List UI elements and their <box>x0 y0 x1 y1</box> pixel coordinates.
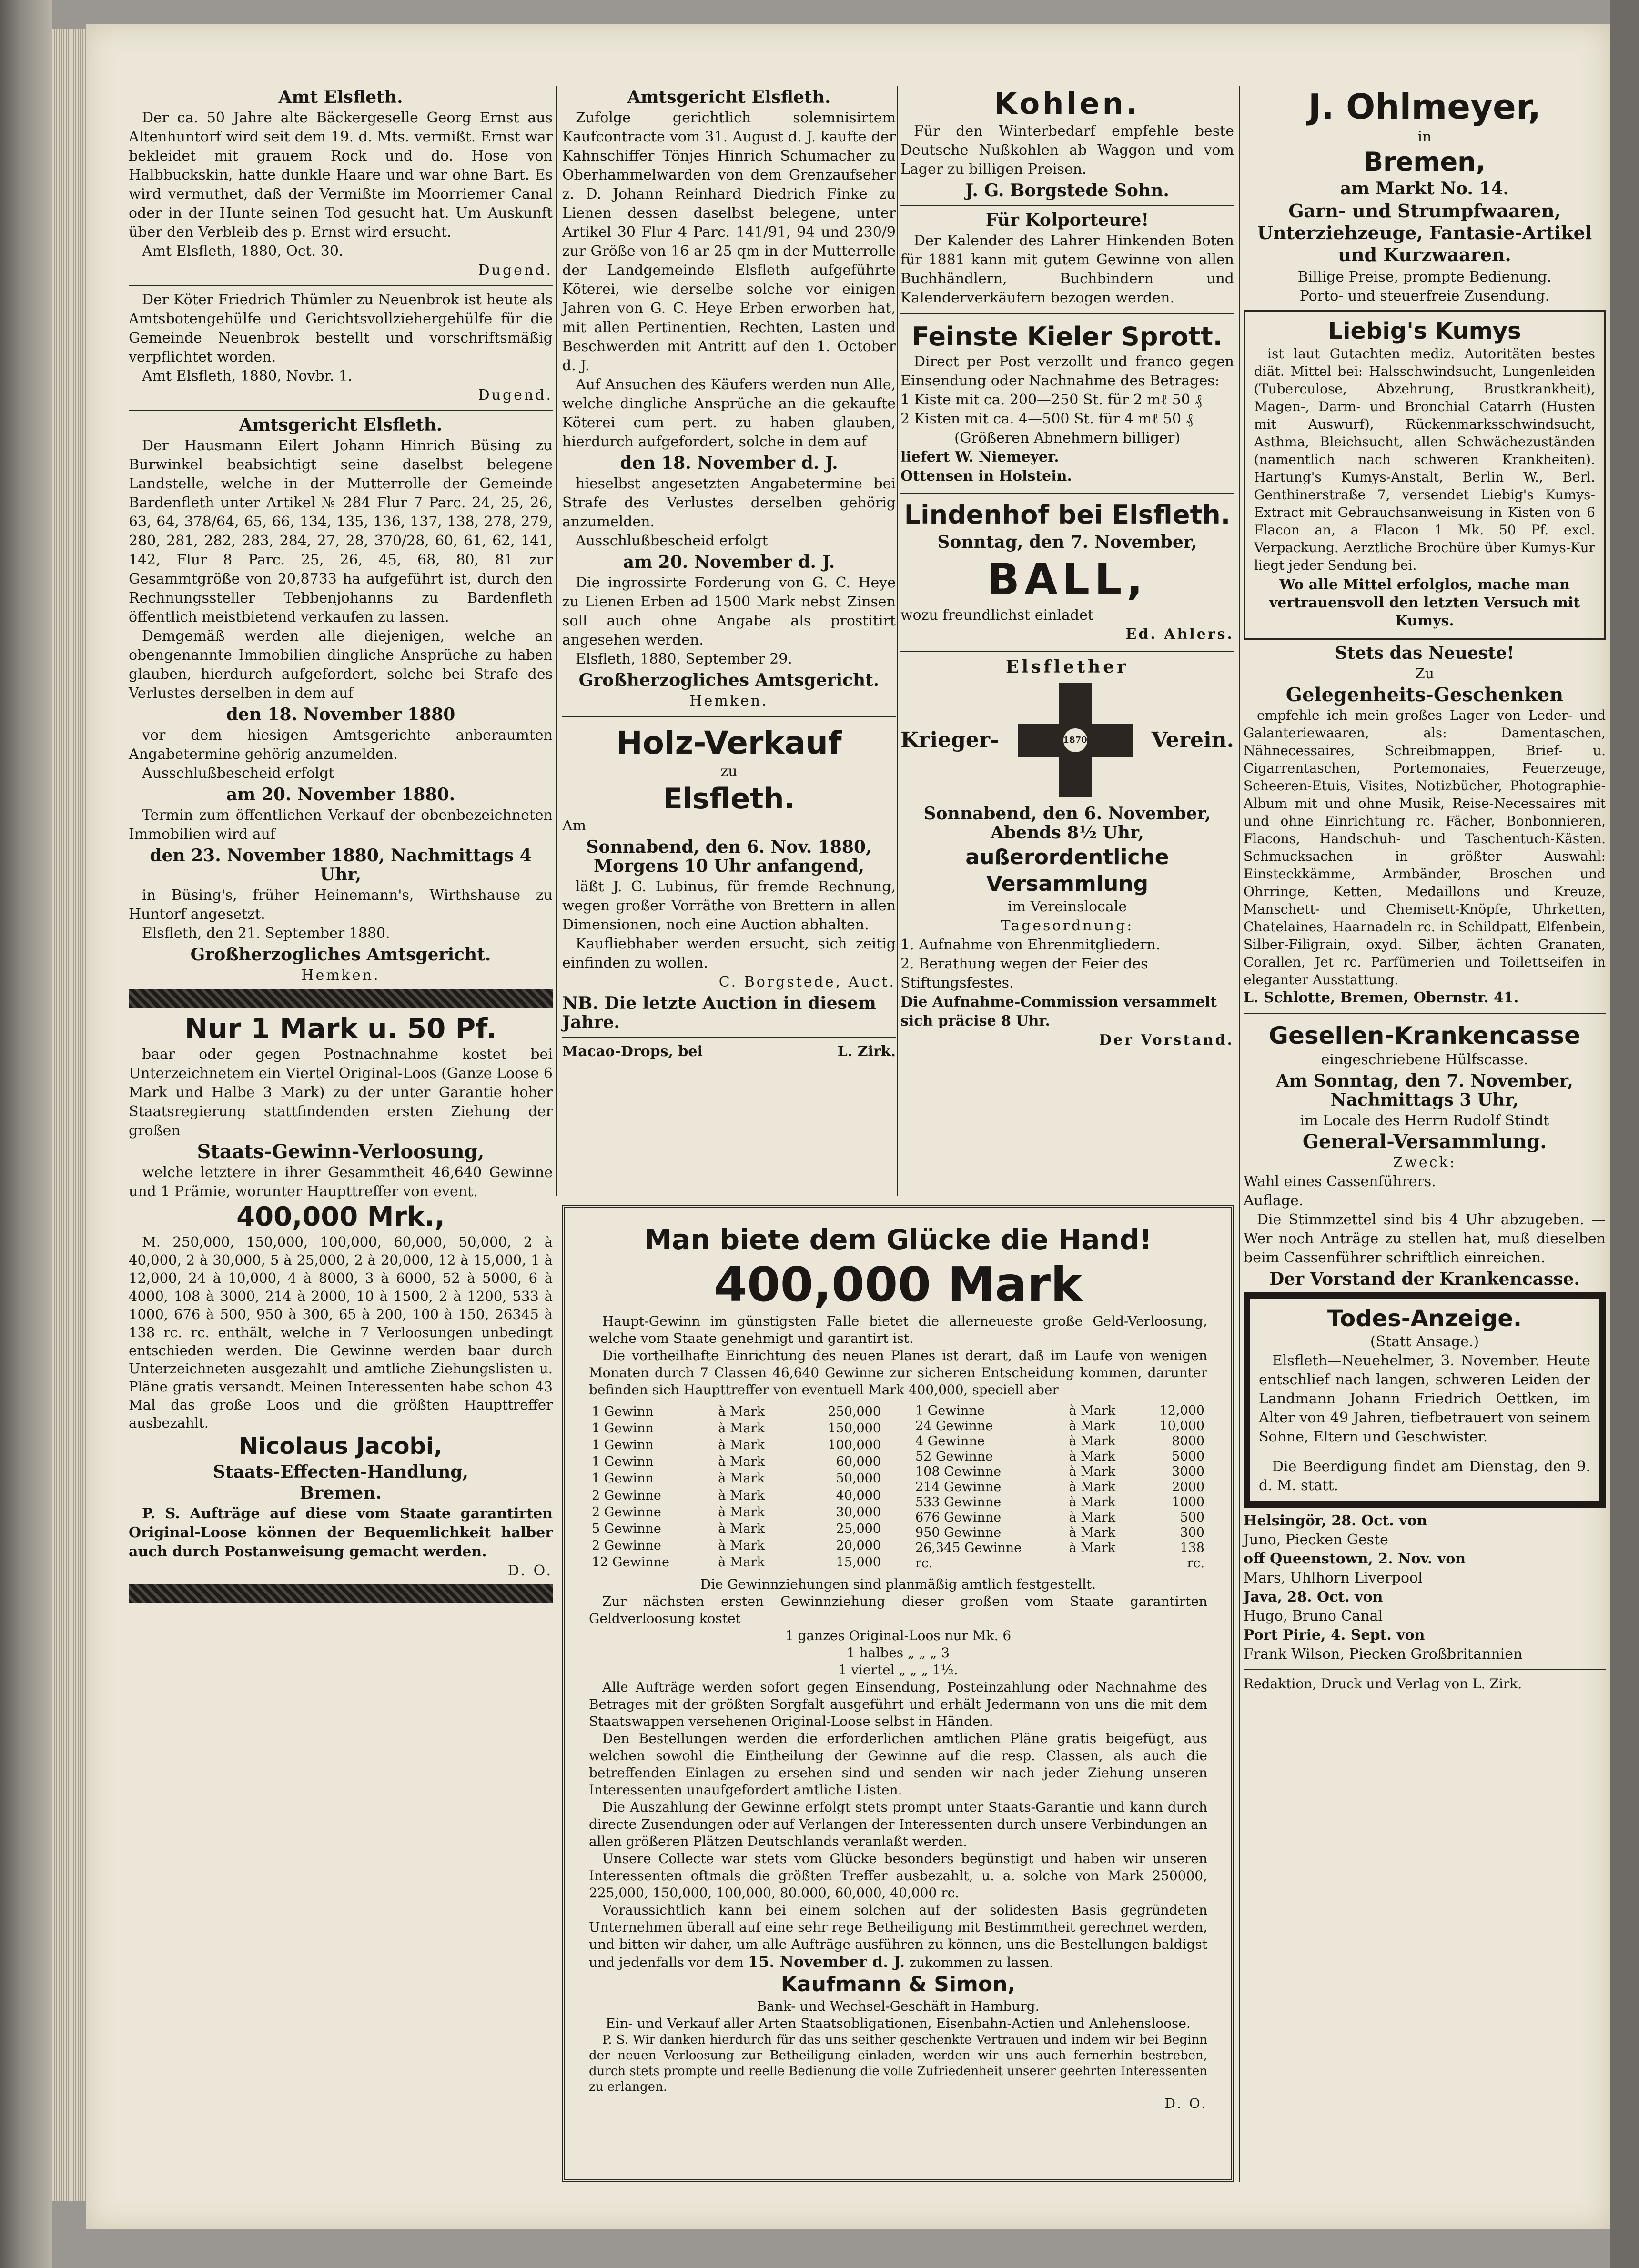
sick-fund-zweck: Zweck: <box>1393 1154 1457 1171</box>
notice-text: Zufolge gerichtlich solemnisirtem Kaufcontracte vom 31. August d. J. kaufte der Kahnschiffer Tönjes Hinrich Schumacher zu Oberhammelwarden von dem Grenzaufseher z. D. Johann Reinhard Diedrich Finke zu Lienen dessen daselbst belegene, unter Artikel 30 Flur 4 Parc. 141/91, 94 und 230/9 zur Größe von 16 ar 25 qm in der Mutterrolle der Landgemeinde Elsfleth aufgeführte Köterei, wie derselbe solche vor einigen Jahren von G. C. Heye Erben erworben hat, mit allen Pertinentien, Rechten, Lasten und Beschwerden mit Antritt auf den 1. October d. J. <box>562 110 896 374</box>
imprint: Redaktion, Druck und Verlag von L. Zirk. <box>1244 1676 1522 1692</box>
prize-cell: à Mark <box>1069 1541 1116 1555</box>
death-notice-text: Elsfleth—Neuehelmer, 3. November. Heute entschlief nach langen, schweren Leiden der Landmann Johann Friedrich Oettken, im Alter von 49 Jahren, tiefbetrauert von seinem Sohne, Eltern und Geschwister. <box>1259 1352 1590 1445</box>
sprott-ad-price: 2 Kisten mit ca. 4—500 St. für 4 mℓ 50 ₰ <box>900 411 1193 427</box>
lottery-ad-agent: Nicolaus Jacobi, <box>239 1433 443 1460</box>
divider <box>562 1037 896 1038</box>
ohlmeyer-ad-text: Porto- und steuerfreie Zusendung. <box>1299 288 1550 304</box>
lottery-box-postscript-sig: D. O. <box>1164 2096 1207 2111</box>
prize-cell: à Mark <box>718 1538 765 1553</box>
prize-cell: 15,000 <box>836 1555 881 1570</box>
prize-row <box>589 1504 884 1521</box>
notice-title: Amtsgericht Elsfleth. <box>627 87 831 107</box>
prize-cell: à Mark <box>718 1471 765 1486</box>
ball-ad-date: Sonntag, den 7. November, <box>937 532 1197 552</box>
sprott-ad-signature: liefert W. Niemeyer. <box>900 449 1059 465</box>
notice-date: Amt Elsfleth, 1880, Oct. 30. <box>142 243 344 260</box>
lottery-ad-text: welche letztere in ihrer Gesammtheit 46,640 Gewinne und 1 Prämie, worunter Haupttreffer von event. <box>129 1164 553 1200</box>
prize-tables <box>589 1403 1207 1571</box>
prize-row <box>912 1480 1207 1495</box>
prize-cell: à Mark <box>718 1488 765 1503</box>
prize-cell: 60,000 <box>836 1454 881 1470</box>
lottery-box-text <box>589 1902 1207 1971</box>
lottery-box-amount: 400,000 Mark <box>714 1257 1083 1312</box>
prize-cell: 30,000 <box>836 1504 881 1520</box>
prize-cell: 1 Gewinne <box>915 1403 985 1418</box>
prize-cell: à Mark <box>718 1454 765 1470</box>
prize-cell: 676 Gewinne <box>915 1510 1002 1525</box>
death-notice-title: Todes-Anzeige. <box>1327 1305 1522 1332</box>
prize-cell: à Mark <box>718 1555 765 1570</box>
kumys-ad <box>1244 310 1606 640</box>
sprott-ad-price: 1 Kiste mit ca. 200—250 St. für 2 mℓ 50 ₰ <box>900 392 1202 408</box>
gifts-ad-signature: L. Schlotte, Bremen, Obernstr. 41. <box>1244 989 1519 1006</box>
prize-cell: 26,345 Gewinne <box>915 1541 1022 1555</box>
court-name: Großherzogliches Amtsgericht. <box>190 945 491 965</box>
shipping-line: Port Pirie, 4. Sept. von <box>1244 1627 1425 1643</box>
ohlmeyer-ad-in: in <box>1417 129 1432 145</box>
lottery-box-firm-sub: Bank- und Wechsel-Geschäft in Hamburg. <box>757 1998 1040 2014</box>
lottery-ad-city: Bremen. <box>299 1483 382 1503</box>
death-notice <box>1244 1292 1606 1508</box>
notice-signature: Hemken. <box>301 967 380 984</box>
prize-cell: à Mark <box>1069 1449 1116 1464</box>
prize-cell: 1 Gewinn <box>592 1421 654 1436</box>
sick-fund-text: Die Stimmzettel sind bis 4 Uhr abzugeben. — Wer noch Anträge zu stellen hat, muß dieselben beim Cassenführer schriftlich einreichen. <box>1244 1211 1606 1266</box>
prize-cell: à Mark <box>1069 1403 1116 1418</box>
lottery-box-firm: Kaufmann & Simon, <box>780 1972 1016 1996</box>
prize-cell: 300 <box>1180 1525 1204 1540</box>
ball-ad-title: Lindenhof bei Elsfleth. <box>904 500 1231 530</box>
lottery-box-postscript: P. S. Wir danken hierdurch für das uns seither geschenkte Vertrauen und indem wir bei Beginn der neuen Verloosung zur Betheiligung einladen, werden wir uns auch fernerhin bestreben, durch stets prompte und reelle Bedienung die volle Zufriedenheit unserer geehrten Interessenten zu erlangen. <box>589 2033 1207 2094</box>
notice-signature: Hemken. <box>689 693 769 709</box>
notice-text: Der Köter Friedrich Thümler zu Neuenbrok ist heute als Amtsbotengehülfe und Gerichtsvollziehergehülfe für die Gemeinde Neuenbrok bestellt und vorschriftsmäßig verpflichtet worden. <box>129 292 553 365</box>
prize-cell: à Mark <box>718 1404 765 1419</box>
notice-text: in Büsing's, früher Heinemann's, Wirthshause zu Huntorf angesetzt. <box>129 887 553 923</box>
ohlmeyer-ad-text: Billige Preise, prompte Bedienung. <box>1297 269 1552 285</box>
column-3 <box>900 86 1234 1050</box>
prize-cell: 20,000 <box>836 1538 881 1553</box>
kumys-ad-title: Liebig's Kumys <box>1328 318 1521 344</box>
sick-fund-item: Wahl eines Cassenführers. <box>1244 1173 1436 1190</box>
sick-fund-sub: eingeschriebene Hülfscasse. <box>1321 1051 1528 1068</box>
column-1 <box>129 86 553 1607</box>
lottery-box-text: Die Auszahlung der Gewinne erfolgt stets prompt unter Staats-Garantie und kann durch directe Zusendungen oder auf Verlangen der Interessenten durch unsere Verbindungen an allen größeren Plätzen Deutschlands veranlaßt werden. <box>589 1799 1207 1849</box>
calendar-ad-title: Für Kolporteure! <box>985 210 1149 230</box>
prize-cell: 1 Gewinn <box>592 1454 654 1470</box>
prize-cell: à Mark <box>1069 1464 1116 1479</box>
coal-ad-signature: J. G. Borgstede Sohn. <box>965 181 1169 201</box>
prize-cell: 214 Gewinne <box>915 1480 1002 1494</box>
prize-cell <box>1066 1556 1137 1571</box>
ball-ad-signature: Ed. Ahlers. <box>1125 626 1234 643</box>
prize-row <box>589 1554 884 1571</box>
notice-date: Elsfleth, 1880, September 29. <box>576 651 792 667</box>
notice-signature: Dugend. <box>478 262 553 279</box>
macao-drops-sig: L. Zirk. <box>837 1043 896 1060</box>
prize-cell: rc. <box>1187 1556 1204 1571</box>
prize-cell: à Mark <box>718 1521 765 1536</box>
lottery-ad-firm: Staats-Effecten-Handlung, <box>213 1462 468 1482</box>
prize-cell: 1000 <box>1172 1495 1204 1510</box>
notice-text: Der Hausmann Eilert Johann Hinrich Büsing zu Burwinkel beabsichtigt seine daselbst belegene Landstelle, welche in der Mutterrolle der Gemeinde Bardenfleth unter Artikel № 284 Flur 7 Parc. 24, 25, 26, 63, 64, 378/64, 65, 66, 134, 135, 136, 137, 138, 278, 279, 280, 281, 282, 283, 284, 27, 28, 370/28, 60, 61, 62, 141, 142, Flur 8 Parc. 25, 26, 45, 68, 80, 81 zur Gesammtgröße von 20,8733 ha aufgeführt ist, durch den Rechnungssteller Tebbenjohanns zu Bardenfleth öffentlich meistbietend verkaufen zu lassen. <box>129 437 553 625</box>
prize-row <box>589 1437 884 1453</box>
lottery-box-text: Alle Aufträge werden sofort gegen Einsendung, Posteinzahlung oder Nachnahme des Betrages mit der größten Sorgfalt ausgeführt und erhält Jedermann von uns die mit dem Staatswappen versehenen Original-Loose selbst in Händen. <box>589 1679 1207 1729</box>
gifts-ad-text: empfehle ich mein großes Lager von Leder- und Galanteriewaaren, als: Damentaschen, Nähnecessaires, Schreibmappen, Brief- u. Cigarrentaschen, Portemonaies, Feuerzeuge, Scheeren-Etuis, Visites, Notizbücher, Photographie-Album mit und ohne Musik, Reise-Necessaires mit und ohne Einrichtung rc. Fächer, Bonbonnieren, Flacons, Handschuh- und Taschentuch-Kästen. Schmucksachen in größter Auswahl: Einsteckkämme, Armbänder, Broschen und Ohrringe, Ketten, Medaillons und Kreuze, Manschett- und Chemisett-Knöpfe, Uhrketten, Chatelaines, Haarnadeln rc. in Schildpatt, Elfenbein, Silber-Filigrain, oxyd. Silber, ächten Granaten, Corallen, Jet rc. Parfümerien und Toilettseifen in eleganter Ausstattung. <box>1244 707 1606 988</box>
sprott-ad-note: (Größeren Abnehmern billiger) <box>954 430 1181 446</box>
prize-row <box>912 1434 1207 1449</box>
prize-cell: 500 <box>1180 1510 1204 1525</box>
lottery-ad-text: baar oder gegen Postnachnahme kostet bei Unterzeichnetem ein Viertel Original-Loos (Ganze Loose 6 Mark und Halbe 3 Mark) zu der unter Garantie hoher Staatsregierung stattfindenden ersten Ziehung der großen <box>129 1046 553 1139</box>
veterans-ad-right: Verein. <box>1151 728 1234 752</box>
notice-text: Auf Ansuchen des Käufers werden nun Alle, welche dingliche Ansprüche an die gekaufte Köterei cum pert. zu haben glauben, hierdurch aufgefordert, solche in dem auf <box>562 376 896 450</box>
lottery-box-price: 1 halbes „ „ „ 3 <box>846 1645 950 1661</box>
auction-ad-zu: zu <box>720 763 738 780</box>
notice-text: vor dem hiesigen Amtsgerichte anberaumten Angabetermine gehörig anzumelden. <box>129 727 553 763</box>
notice-date: Amt Elsfleth, 1880, Novbr. 1. <box>142 368 353 384</box>
divider <box>129 410 553 411</box>
coal-ad-text: Für den Winterbedarf empfehle beste Deutsche Nußkohlen ab Waggon und vom Lager zu billigen Preisen. <box>900 123 1234 178</box>
gifts-ad-title: Stets das Neueste! <box>1335 643 1515 663</box>
notice-date-emphasis: den 18. November d. J. <box>620 453 838 473</box>
lottery-ad-headline: Nur 1 Mark u. 50 Pf. <box>184 1012 497 1045</box>
prize-cell: 4 Gewinne <box>915 1434 985 1449</box>
prize-cell: 108 Gewinne <box>915 1464 1002 1479</box>
notice-title: Amt Elsfleth. <box>278 87 403 107</box>
prize-cell: à Mark <box>718 1421 765 1436</box>
ohlmeyer-ad-address: am Markt No. 14. <box>1340 179 1509 199</box>
veterans-ad-signature: Der Vorstand. <box>1099 1032 1234 1048</box>
prize-cell: à Mark <box>1069 1434 1116 1449</box>
veterans-ad-meeting: außerordentliche Versammlung <box>965 845 1169 896</box>
prize-cell: 24 Gewinne <box>915 1419 993 1433</box>
prize-cell: 1 Gewinn <box>592 1404 654 1419</box>
prize-cell: 2 Gewinne <box>592 1488 661 1503</box>
kumys-ad-text: ist laut Gutachten mediz. Autoritäten bestes diät. Mittel bei: Halsschwindsucht, Lungenleiden (Tuberculose, Abzehrung, Brustkrankheit), Magen-, Darm- und Bronchial Catarrh (Husten mit Auswurf), Rückenmarksschwindsucht, Asthma, Bleichsucht, allen Schwächezuständen (namentlich nach schweren Krankheiten). Hartung's Kumys-Anstalt, Berlin W., Berl. Genthinerstraße 7, versendet Liebig's Kumys-Extract mit Gebrauchsanweisung in Kisten von 6 Flacon an, a Flacon 1 Mk. 50 Pf. excl. Verpackung. Aerztliche Brochüre über Kumys-Kur liegt jeder Sendung bei. <box>1254 346 1595 573</box>
lottery-box-price: 1 ganzes Original-Loos nur Mk. 6 <box>785 1628 1012 1643</box>
prize-cell: 150,000 <box>828 1421 881 1436</box>
prize-row <box>912 1464 1207 1480</box>
macao-drops-ad <box>562 1042 896 1061</box>
veterans-ad-date: Sonnabend, den 6. November, Abends 8½ Uhr, <box>923 804 1211 843</box>
scan-right-edge <box>1610 0 1639 2268</box>
sick-fund-title: Gesellen-Krankencasse <box>1268 1022 1581 1049</box>
shipping-line: Mars, Uhlhorn Liverpool <box>1244 1570 1423 1586</box>
prize-cell: 12 Gewinne <box>592 1555 669 1570</box>
auction-ad-date: Sonnabend, den 6. Nov. 1880, Morgens 10 Uhr anfangend, <box>586 837 872 876</box>
lottery-ad-postscript: P. S. Aufträge auf diese vom Staate garantirten Original-Loose können der Bequemlichkeit halber auch durch Postanweisung gemacht werden. <box>129 1505 553 1560</box>
veterans-ad-item: 1. Aufnahme von Ehrenmitgliedern. <box>900 937 1161 953</box>
lottery-box-intro: Die vortheilhafte Einrichtung des neuen Planes ist derart, daß im Laufe von wenigen Monaten durch 7 Classen 46,640 Gewinne zur sicheren Entscheidung kommen, darunter befinden sich Haupttreffer von eventuell Mark 400,000, speciell aber <box>589 1348 1207 1398</box>
shipping-news <box>1244 1512 1606 1664</box>
notice-title: Amtsgericht Elsfleth. <box>239 415 443 435</box>
sick-fund-meeting: General-Versammlung. <box>1302 1130 1547 1153</box>
divider <box>900 313 1234 315</box>
prize-row <box>589 1471 884 1487</box>
column-rule <box>897 86 898 1196</box>
auction-ad-place: Elsfleth. <box>663 782 795 816</box>
sick-fund-signature: Der Vorstand der Krankencasse. <box>1269 1269 1580 1289</box>
sprott-ad-title: Feinste Kieler Sprott. <box>911 322 1223 352</box>
lottery-box-text: Unsere Collecte war stets vom Glücke besonders begünstigt und haben wir unseren Interessenten oftmals die größten Treffer ausbezahlt, u. a. solche von Mark 250000, 225,000, 150,000, 100,000, 80.000, 60,000, 40,000 rc. <box>589 1851 1207 1901</box>
prize-row <box>912 1510 1207 1525</box>
notice-signature: Dugend. <box>478 387 553 403</box>
scan-edge <box>0 0 52 2268</box>
death-notice-sub: (Statt Ansage.) <box>1370 1333 1479 1350</box>
prize-row <box>912 1403 1207 1419</box>
veterans-ad-agenda: Tagesordnung: <box>1001 917 1134 934</box>
ohlmeyer-ad-goods: Garn- und Strumpfwaaren, Unterziehzeuge, Fantasie-Artikel und Kurzwaaren. <box>1257 200 1592 265</box>
notice-text: Termin zum öffentlichen Verkauf der obenbezeichneten Immobilien wird auf <box>129 807 553 843</box>
lottery-box-price: 1 viertel „ „ „ 1½. <box>838 1662 958 1678</box>
calendar-ad-text: Der Kalender des Lahrer Hinkenden Boten für 1881 kann mit gutem Gewinne von allen Buchhändlern, Buchbindern und Kalenderverkäufern bezogen werden. <box>900 232 1234 306</box>
prize-cell: 533 Gewinne <box>915 1495 1002 1510</box>
death-notice-text: Die Beerdigung findet am Dienstag, den 9. d. M. statt. <box>1259 1458 1590 1494</box>
sick-fund-date: Am Sonntag, den 7. November, Nachmittags 3 Uhr, <box>1276 1071 1573 1110</box>
divider <box>129 285 553 286</box>
prize-row <box>912 1419 1207 1434</box>
prize-cell: 250,000 <box>828 1404 881 1419</box>
prize-cell: 100,000 <box>828 1437 881 1452</box>
prize-row <box>589 1454 884 1471</box>
sick-fund-place: im Locale des Herrn Rudolf Stindt <box>1300 1112 1549 1129</box>
lottery-ad-amount: 400,000 Mrk., <box>236 1201 445 1232</box>
gifts-ad-sub: Gelegenheits-Geschenken <box>1285 684 1564 706</box>
ball-ad-text: wozu freundlichst einladet <box>900 607 1093 624</box>
prize-cell: à Mark <box>718 1504 765 1520</box>
prize-cell: 138 <box>1180 1541 1204 1555</box>
veterans-ad-emblem-row <box>900 678 1234 802</box>
lottery-ad-prize-list: M. 250,000, 150,000, 100,000, 60,000, 50,000, 2 à 40,000, 2 à 30,000, 5 à 25,000, 2 à 20,000, 12 à 15,000, 1 à 12,000, 24 à 10,000, 4 à 8000, 3 à 6000, 52 à 5000, 6 à 4000, 108 à 3000, 214 à 2000, 10 à 1500, 2 à 1200, 533 à 1000, 676 à 500, 950 à 300, 65 à 200, 100 à 150, 26345 à 138 rc. rc. enthält, welche in 7 Verloosungen unbedingt entschieden werden. Die Gewinne werden baar durch Unterzeichneten ausgezahlt und amtliche Ziehungslisten u. Pläne gratis versandt. Meinen Interessenten habe schon 43 Mal das große Loos und die größten Haupttreffer ausbezahlt. <box>129 1234 553 1431</box>
auction-ad-title: Holz-Verkauf <box>616 725 842 761</box>
shipping-line: Hugo, Bruno Canal <box>1244 1608 1383 1624</box>
prize-cell: 3000 <box>1172 1464 1204 1479</box>
veterans-ad-text: Die Aufnahme-Commission versammelt sich präcise 8 Uhr. <box>900 994 1217 1029</box>
lottery-box-headline: Man biete dem Glücke die Hand! <box>644 1223 1152 1256</box>
prize-cell: 8000 <box>1172 1434 1204 1449</box>
notice-text: Demgemäß werden alle diejenigen, welche an obengenannte Immobilien dingliche Ansprüche zu haben glauben, hierdurch aufgefordert, solche bei Strafe des Verlustes derselben in dem auf <box>129 628 553 702</box>
veterans-ad-item: 2. Berathung wegen der Feier des Stiftungsfestes. <box>900 956 1148 991</box>
prize-row <box>589 1521 884 1537</box>
veterans-ad-title: Elsflether <box>1005 657 1129 677</box>
ohlmeyer-ad-city: Bremen, <box>1363 147 1486 177</box>
shipping-line: Java, 28. Oct. von <box>1244 1589 1383 1605</box>
prize-cell: 50,000 <box>836 1471 881 1486</box>
prize-cell: 2 Gewinne <box>592 1504 661 1520</box>
prize-cell: 5000 <box>1172 1449 1204 1464</box>
auction-ad-text: läßt J. G. Lubinus, für fremde Rechnung, wegen großer Vorräthe von Brettern in allen Dimensionen, noch eine Auction abhalten. <box>562 878 896 933</box>
lottery-box-intro: Haupt-Gewinn im günstigsten Falle bietet die allerneueste große Geld-Verloosung, welche vom Staate genehmigt und garantirt ist. <box>589 1313 1207 1346</box>
veterans-ad-left: Krieger- <box>900 728 999 752</box>
shipping-line: Frank Wilson, Piecken Großbritannien <box>1244 1646 1523 1663</box>
veterans-ad-place: im Vereinslocale <box>1007 898 1127 915</box>
lottery-ad-postscript-sig: D. O. <box>507 1562 553 1579</box>
notice-text: Die ingrossirte Forderung von G. C. Heye zu Lienen Erben ad 1500 Mark nebst Zinsen soll auch ohne Angabe als prostitirt angesehen werden. <box>562 575 896 648</box>
notice-text: hieselbst angesetzten Angabetermine bei Strafe des Verlustes derselben gehörig anzumelden. <box>562 475 896 530</box>
sprott-ad-text: Direct per Post verzollt und franco gegen Einsendung oder Nachnahme des Betrages: <box>900 353 1234 389</box>
sick-fund-item: Auflage. <box>1244 1192 1304 1209</box>
lottery-box-ad <box>562 1205 1234 2182</box>
prize-cell: 950 Gewinne <box>915 1525 1002 1540</box>
prize-cell: à Mark <box>1069 1495 1116 1510</box>
lottery-box-text: Den Bestellungen werden die erforderlichen amtlichen Pläne gratis beigefügt, aus welchen sowohl die Eintheilung der Gewinne auf die resp. Classen, als auch die betreffenden Einlagen zu ersehen sind und senden wir nach jeder Ziehung unseren Interessenten unaufgefordert amtliche Listen. <box>589 1731 1207 1798</box>
prize-row <box>589 1487 884 1504</box>
shipping-line: Helsingör, 28. Oct. von <box>1244 1512 1427 1529</box>
prize-cell: à Mark <box>1069 1510 1116 1525</box>
prize-cell: rc. <box>915 1556 933 1571</box>
kumys-ad-slogan: Wo alle Mittel erfolglos, mache man vertrauensvoll den letzten Versuch mit Kumys. <box>1269 576 1580 629</box>
prize-row <box>912 1525 1207 1541</box>
prize-row <box>589 1420 884 1437</box>
column-rule <box>1239 86 1240 2182</box>
notice-date: Elsfleth, den 21. September 1880. <box>142 925 390 942</box>
lottery-box-firm-sub: Ein- und Verkauf aller Arten Staatsobligationen, Eisenbahn-Actien und Anlehensloose. <box>606 2016 1191 2031</box>
prize-cell: à Mark <box>1069 1525 1116 1540</box>
prize-cell: 2 Gewinne <box>592 1538 661 1553</box>
divider <box>1244 1013 1606 1015</box>
column-rule <box>556 86 557 1196</box>
court-name: Großherzogliches Amtsgericht. <box>578 670 880 690</box>
auction-ad-note: NB. Die letzte Auction in diesem Jahre. <box>562 993 876 1032</box>
divider <box>900 205 1234 206</box>
iron-cross-year: 1870 <box>1063 728 1087 752</box>
macao-drops-text: Macao-Drops, bei <box>562 1043 703 1060</box>
lottery-box-deadline-end: zukommen zu lassen. <box>909 1955 1053 1970</box>
gifts-ad-zu: Zu <box>1415 665 1435 682</box>
iron-cross-icon <box>1018 683 1133 797</box>
shipping-line: off Queenstown, 2. Nov. von <box>1244 1551 1466 1567</box>
shipping-line: Juno, Piecken Geste <box>1244 1532 1388 1548</box>
prize-cell: 25,000 <box>836 1521 881 1536</box>
prize-cell: à Mark <box>1069 1419 1116 1433</box>
ohlmeyer-ad-name: J. Ohlmeyer, <box>1308 87 1541 127</box>
prize-row <box>912 1541 1207 1556</box>
lottery-box-text: Zur nächsten ersten Gewinnziehung dieser großen vom Staate garantirten Geldverloosung kostet <box>589 1593 1207 1626</box>
auction-ad-text: Kaufliebhaber werden ersucht, sich zeitig einfinden zu wollen. <box>562 936 896 971</box>
lottery-box-deadline-text: Voraussichtlich kann bei einem solchen auf der solidesten Basis gegründeten Unternehmen überall auf eine sehr rege Betheiligung mit Bestimmtheit gerechnet werden, und bitten wir daher, um alle Aufträge ausführen zu können, uns die Bestellungen baldigst und jedenfalls vor dem <box>589 1902 1207 1970</box>
prize-cell: à Mark <box>1069 1480 1116 1494</box>
prize-table-left <box>589 1403 884 1571</box>
prize-row <box>912 1495 1207 1510</box>
prize-cell: 1 Gewinn <box>592 1471 654 1486</box>
notice-date-emphasis: am 20. November 1880. <box>226 785 455 805</box>
prize-row <box>589 1538 884 1554</box>
prize-row <box>912 1449 1207 1464</box>
sprott-ad-city: Ottensen in Holstein. <box>900 468 1072 484</box>
prize-row <box>912 1556 1207 1571</box>
prize-cell: 10,000 <box>1159 1419 1204 1433</box>
prize-cell: 5 Gewinne <box>592 1521 661 1536</box>
lottery-box-deadline: 15. November d. J. <box>748 1953 905 1971</box>
ornamental-border <box>129 1584 553 1603</box>
column-2 <box>562 86 896 1061</box>
ball-ad-ball: BALL, <box>987 554 1148 605</box>
notice-text: Ausschlußbescheid erfolgt <box>576 533 768 549</box>
notice-date-emphasis: den 18. November 1880 <box>226 705 455 725</box>
prize-cell: 40,000 <box>836 1488 881 1503</box>
prize-table-right <box>912 1403 1207 1571</box>
divider <box>562 716 896 718</box>
auction-ad-am: Am <box>562 817 587 834</box>
prize-row <box>589 1403 884 1420</box>
prize-cell: à Mark <box>718 1437 765 1452</box>
notice-text: Ausschlußbescheid erfolgt <box>142 765 334 782</box>
coal-ad-title: Kohlen. <box>994 86 1141 121</box>
prize-cell: 52 Gewinne <box>915 1449 993 1464</box>
notice-date-emphasis: den 23. November 1880, Nachmittags 4 Uhr, <box>150 846 532 885</box>
lottery-ad-name: Staats-Gewinn-Verloosung, <box>197 1140 485 1163</box>
notice-date-emphasis: am 20. November d. J. <box>623 552 835 572</box>
column-4 <box>1244 86 1606 1693</box>
prize-cell: 1 Gewinn <box>592 1437 654 1452</box>
prize-cell: 12,000 <box>1159 1403 1204 1418</box>
notice-text: Der ca. 50 Jahre alte Bäckergeselle Georg Ernst aus Altenhuntorf wird seit dem 19. d. Mts. vermißt. Ernst war bekleidet mit grauem Rock und do. Hose von Halbbuckskin, hatte dunkle Haare und war ohne Bart. Es wird vermuthet, daß der Vermißte im Moorriemer Canal oder in der Hunte seinen Tod gesucht hat. Um Auskunft über den Verbleib des p. Ernst wird ersucht. <box>129 110 553 241</box>
divider <box>900 650 1234 652</box>
auction-ad-signature: C. Borgstede, Auct. <box>718 974 896 990</box>
prize-cell: 2000 <box>1172 1480 1204 1494</box>
divider <box>1244 1669 1606 1670</box>
page-stack-edges <box>52 29 86 2201</box>
ornamental-border <box>129 989 553 1008</box>
divider <box>900 492 1234 494</box>
lottery-box-text: Die Gewinnziehungen sind planmäßig amtlich festgestellt. <box>700 1576 1096 1592</box>
